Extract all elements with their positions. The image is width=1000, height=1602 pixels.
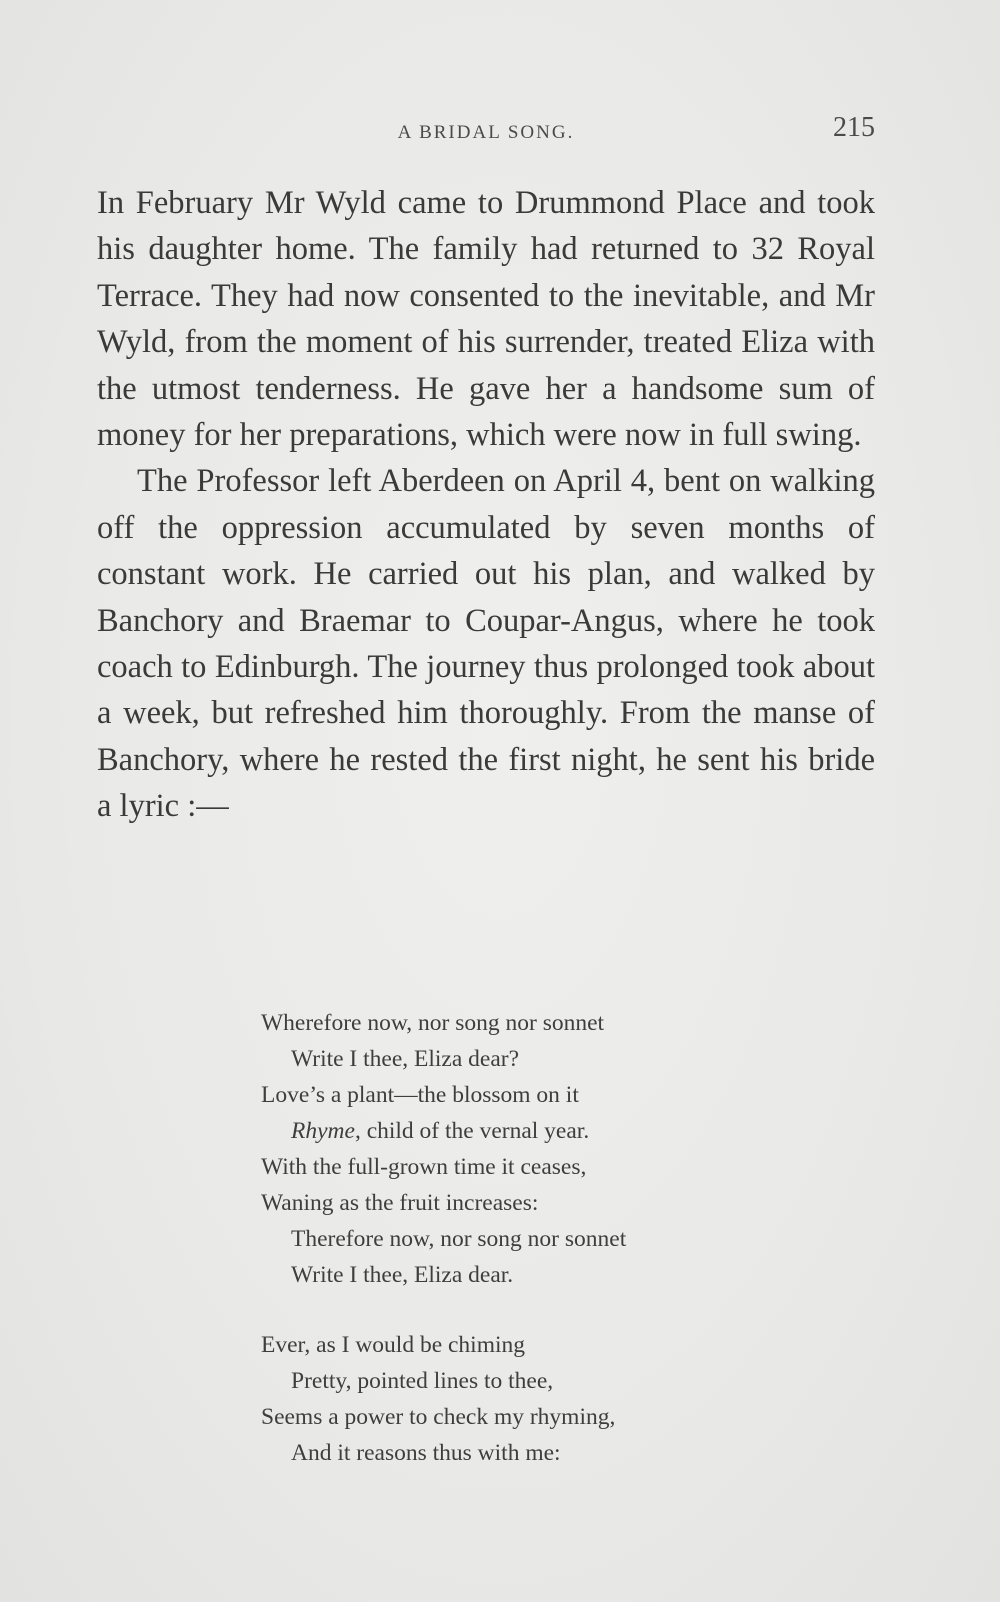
poem-line: With the full-grown time it ceases, — [261, 1154, 587, 1180]
running-title: A BRIDAL SONG. — [397, 122, 575, 143]
poem-line: Wherefore now, nor song nor sonnet — [261, 1010, 605, 1036]
poem-stanza-1 — [261, 1005, 626, 1293]
poem-italic-word: Rhyme — [291, 1118, 355, 1144]
poem-line: Therefore now, nor song nor sonnet — [291, 1226, 627, 1252]
poem-line: Pretty, pointed lines to thee, — [291, 1368, 554, 1394]
poem-stanza-2 — [261, 1327, 626, 1471]
poem-line: Waning as the fruit increases: — [261, 1190, 539, 1216]
poem-line: Write I thee, Eliza dear. — [291, 1262, 514, 1288]
body-text — [97, 180, 875, 830]
running-head — [97, 112, 875, 152]
poem-line-rest: , child of the vernal year. — [354, 1118, 590, 1144]
poem-line: Ever, as I would be chiming — [261, 1332, 526, 1358]
poem-line: And it reasons thus with me: — [291, 1440, 561, 1466]
paragraph-1: In February Mr Wyld came to Drummond Place and took his daughter home. The family had returned to 32 Royal Terrace. They had now consented to the inevitable, and Mr Wyld, from the moment of his surrender, treated Eliza with the utmost tenderness. He gave her a handsome sum of money for her preparations, which were now in full swing. — [97, 185, 875, 454]
page-number: 215 — [833, 112, 875, 143]
poem-line: Love’s a plant—the blossom on it — [261, 1082, 579, 1108]
poem-line — [261, 1113, 626, 1149]
poem-line: Write I thee, Eliza dear? — [291, 1046, 520, 1072]
paragraph-2: The Professor left Aberdeen on April 4, bent on walking off the oppression accumulated by seven months of constant work. He carried out his plan, and walked by Banchory and Braemar to Coupar-Angus, where he took coach to Edinburgh. The journey thus prolonged took about a week, but refreshed him thoroughly. From the manse of Banchory, where he rested the first night, he sent his bride a lyric :— — [97, 463, 875, 825]
poem-line: Seems a power to check my rhyming, — [261, 1404, 616, 1430]
poem — [261, 1005, 626, 1505]
